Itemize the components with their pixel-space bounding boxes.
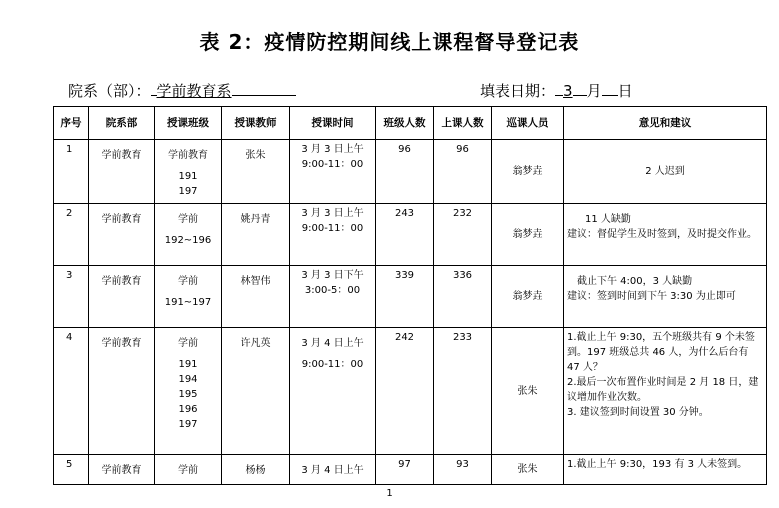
class-number: 197 xyxy=(178,186,198,197)
row-time xyxy=(290,455,376,485)
column-header: 序号 xyxy=(54,107,89,140)
table-row xyxy=(54,140,767,204)
row-number: 1 xyxy=(54,140,89,204)
row-enrolled: 97 xyxy=(376,455,434,485)
class-number: 191~197 xyxy=(164,297,212,308)
date-day-unit: 日 xyxy=(617,82,633,100)
class-number: 191 xyxy=(178,171,198,182)
row-department: 学前教育 xyxy=(89,455,155,485)
table-row xyxy=(54,266,767,328)
row-enrolled: 243 xyxy=(376,204,434,266)
row-number: 3 xyxy=(54,266,89,328)
opinion-line: 3. 建议签到时间设置 30 分钟。 xyxy=(567,407,709,418)
row-department: 学前教育 xyxy=(89,204,155,266)
column-header: 班级人数 xyxy=(376,107,434,140)
time-range: 9:00-11：00 xyxy=(301,359,364,370)
row-enrolled: 96 xyxy=(376,140,434,204)
row-attended: 233 xyxy=(434,328,492,455)
class-number: 194 xyxy=(178,374,198,385)
row-teacher: 姚丹青 xyxy=(222,204,290,266)
class-number: 195 xyxy=(178,389,198,400)
time-date: 3 月 3 日上午 xyxy=(301,144,364,155)
page-title: 表 2：疫情防控期间线上课程督导登记表 xyxy=(199,30,580,54)
date-label: 填表日期： xyxy=(480,82,556,100)
class-number: 191 xyxy=(178,359,198,370)
column-header: 意见和建议 xyxy=(564,107,767,140)
class-title: 学前 xyxy=(178,214,198,225)
row-teacher: 张朱 xyxy=(222,140,290,204)
row-inspector: 翁梦垚 xyxy=(492,204,564,266)
page-number: 1 xyxy=(386,488,393,499)
row-number: 4 xyxy=(54,328,89,455)
row-classes xyxy=(155,328,222,455)
time-date: 3 月 3 日下午 xyxy=(301,270,364,281)
column-header: 授课教师 xyxy=(222,107,290,140)
row-inspector: 翁梦垚 xyxy=(492,140,564,204)
class-title: 学前 xyxy=(178,465,198,476)
date-field xyxy=(480,80,633,101)
row-classes xyxy=(155,204,222,266)
row-enrolled: 339 xyxy=(376,266,434,328)
row-attended: 96 xyxy=(434,140,492,204)
opinion-line: 建议：签到时间到下午 3:30 为止即可 xyxy=(567,291,736,302)
table-row xyxy=(54,204,767,266)
opinion-line: 1.截止上午 9:30，193 有 3 人未签到。 xyxy=(567,459,748,470)
row-teacher: 许凡英 xyxy=(222,328,290,455)
row-time xyxy=(290,266,376,328)
department-value: 学前教育系 xyxy=(156,82,232,100)
row-teacher: 林智伟 xyxy=(222,266,290,328)
opinion-line: 2 人迟到 xyxy=(645,166,685,177)
row-number: 5 xyxy=(54,455,89,485)
department-label: 院系（部）： xyxy=(68,82,151,100)
row-department: 学前教育 xyxy=(89,266,155,328)
time-range: 9:00-11：00 xyxy=(301,223,364,234)
column-header: 院系部 xyxy=(89,107,155,140)
column-header: 上课人数 xyxy=(434,107,492,140)
column-header: 巡课人员 xyxy=(492,107,564,140)
class-title: 学前教育 xyxy=(168,150,208,161)
time-range: 9:00-11：00 xyxy=(301,159,364,170)
row-inspector: 张朱 xyxy=(492,455,564,485)
opinion-line: 11 人缺勤 xyxy=(585,214,631,225)
table-row xyxy=(54,328,767,455)
row-attended: 336 xyxy=(434,266,492,328)
row-opinion xyxy=(564,204,767,266)
date-month-value: 3 xyxy=(563,82,573,100)
row-number: 2 xyxy=(54,204,89,266)
class-title: 学前 xyxy=(178,276,198,287)
table-header-row xyxy=(54,107,767,140)
row-teacher: 杨杨 xyxy=(222,455,290,485)
row-time xyxy=(290,204,376,266)
table-row xyxy=(54,455,767,485)
time-date: 3 月 4 日上午 xyxy=(301,465,364,476)
row-opinion xyxy=(564,328,767,455)
opinion-line: 建议：督促学生及时签到，及时提交作业。 xyxy=(567,229,757,240)
row-department: 学前教育 xyxy=(89,140,155,204)
row-opinion xyxy=(564,455,767,485)
column-header: 授课班级 xyxy=(155,107,222,140)
class-number: 196 xyxy=(178,404,198,415)
row-classes xyxy=(155,266,222,328)
row-attended: 93 xyxy=(434,455,492,485)
class-title: 学前 xyxy=(178,338,198,349)
date-month-unit: 月 xyxy=(586,82,602,100)
opinion-line: 2.最后一次布置作业时间是 2 月 18 日，建议增加作业次数。 xyxy=(567,377,759,403)
row-classes xyxy=(155,455,222,485)
class-number: 197 xyxy=(178,419,198,430)
time-range: 3:00-5：00 xyxy=(304,285,361,296)
row-enrolled: 242 xyxy=(376,328,434,455)
row-opinion xyxy=(564,266,767,328)
row-time xyxy=(290,140,376,204)
department-field xyxy=(68,80,296,101)
column-header: 授课时间 xyxy=(290,107,376,140)
row-classes xyxy=(155,140,222,204)
opinion-line: 1.截止上午 9:30，五个班级共有 9 个未签到。197 班级总共 46 人，为什么后台有 47 人？ xyxy=(567,332,755,373)
row-inspector: 张朱 xyxy=(492,328,564,455)
time-date: 3 月 3 日上午 xyxy=(301,208,364,219)
row-department: 学前教育 xyxy=(89,328,155,455)
row-time xyxy=(290,328,376,455)
row-inspector: 翁梦垚 xyxy=(492,266,564,328)
supervision-table xyxy=(53,106,767,485)
row-attended: 232 xyxy=(434,204,492,266)
class-number: 192~196 xyxy=(164,235,212,246)
opinion-line: 截止下午 4:00，3 人缺勤 xyxy=(577,276,693,287)
row-opinion xyxy=(564,140,767,204)
time-date: 3 月 4 日上午 xyxy=(301,338,364,349)
